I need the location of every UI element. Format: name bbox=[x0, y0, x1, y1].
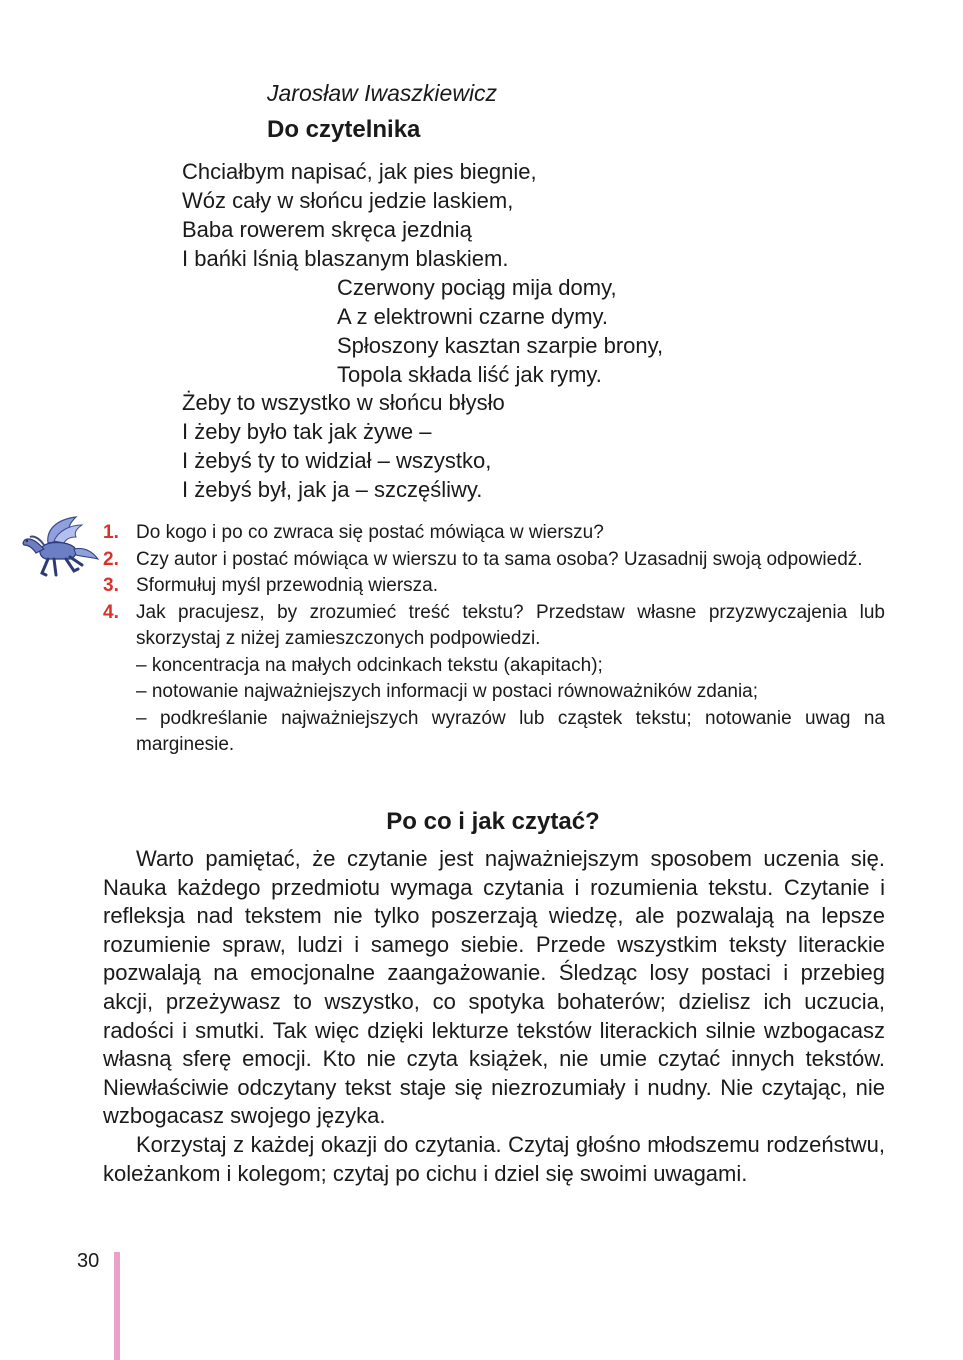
paragraph: Korzystaj z każdej okazji do czytania. Czytaj głośno młodszemu rodzeństwu, koleżankom i kolegom; czytaj po cichu i dziel się swoimi uwagami. bbox=[103, 1131, 885, 1186]
task-text: Jak pracujesz, by zrozumieć treść tekstu? Przedstaw własne przyzwyczajenia lub skorzystaj z niżej zamieszczonych podpowiedzi. bbox=[136, 601, 885, 649]
poem-line: Baba rowerem skręca jezdnią bbox=[182, 217, 472, 242]
poem-line: Żeby to wszystko w słońcu błysło bbox=[182, 390, 505, 415]
list-item bbox=[103, 600, 885, 653]
task-text: Do kogo i po co zwraca się postać mówiąca w wierszu? bbox=[136, 522, 604, 543]
poem-line: Wóz cały w słońcu jedzie laskiem, bbox=[182, 188, 514, 213]
poem-line: I żeby było tak jak żywe – bbox=[182, 419, 432, 444]
task-hint: – notowanie najważniejszych informacji w postaci równoważników zdania; bbox=[136, 681, 759, 702]
poem-title: Do czytelnika bbox=[267, 116, 421, 143]
task-number: 3. bbox=[103, 575, 119, 596]
task-list bbox=[103, 520, 885, 759]
poem-line: Topola składa liść jak rymy. bbox=[337, 362, 602, 387]
poem-line: I bańki lśnią blaszanym blaskiem. bbox=[182, 246, 509, 271]
task-text: Czy autor i postać mówiąca w wierszu to ta sama osoba? Uzasadnij swoją odpowiedź. bbox=[136, 548, 863, 570]
pegasus-icon bbox=[18, 515, 102, 585]
list-item bbox=[103, 573, 885, 600]
task-number: 2. bbox=[103, 548, 119, 570]
poem-line: Chciałbym napisać, jak pies biegnie, bbox=[182, 159, 537, 184]
list-item bbox=[103, 520, 885, 547]
task-number: 4. bbox=[103, 601, 119, 623]
task-hint: – podkreślanie najważniejszych wyrazów lub cząstek tekstu; notowanie uwag na marginesie. bbox=[136, 707, 885, 755]
poem-stanza-3 bbox=[182, 388, 505, 504]
poem-line: I żebyś ty to widział – wszystko, bbox=[182, 448, 492, 473]
page-number: 30 bbox=[77, 1250, 100, 1272]
poem-stanza-2 bbox=[337, 273, 663, 389]
poem-line: I żebyś był, jak ja – szczęśliwy. bbox=[182, 477, 483, 502]
list-item bbox=[103, 547, 885, 574]
task-text: Sformułuj myśl przewodnią wiersza. bbox=[136, 575, 438, 596]
poem-author: Jarosław Iwaszkiewicz bbox=[267, 80, 498, 106]
paragraph: Warto pamiętać, że czytanie jest najważniejszym sposobem uczenia się. Nauka każdego przedmiotu wymaga czytania i rozumienia tekstu. Czytanie i refleksja nad tekstem nie tylko poszerzają wiedzę, ale pozwalają na lepsze rozumienie spraw, ludzi i samego siebie. Przede wszystkim teksty literackie pozwalają na emocjonalne zaangażowanie. Śledząc losy postaci i przebieg akcji, przeżywasz to wszystko, co spotyka bohaterów; dzielisz ich uczucia, radości i smutki. Tak więc dzięki lekturze tekstów literackich silnie wzbogacasz własną sferę emocji. Kto nie czyta książek, nie umie czytać innych tekstów. Niewłaściwie odczytany tekst staje się niezrozumiały i nudny. Nie czytając, nie wzbogacasz swojego języka. bbox=[103, 846, 885, 1129]
page-accent-bar bbox=[114, 1252, 120, 1360]
task-number: 1. bbox=[103, 522, 119, 543]
poem-line: Czerwony pociąg mija domy, bbox=[337, 275, 617, 300]
task-hint: – koncentracja na małych odcinkach tekstu (akapitach); bbox=[136, 654, 603, 676]
poem-stanza-1 bbox=[182, 157, 537, 273]
poem-line: A z elektrowni czarne dymy. bbox=[337, 304, 609, 329]
section-heading: Po co i jak czytać? bbox=[386, 808, 600, 835]
section-body bbox=[103, 845, 885, 1188]
poem-line: Spłoszony kasztan szarpie brony, bbox=[337, 333, 664, 358]
